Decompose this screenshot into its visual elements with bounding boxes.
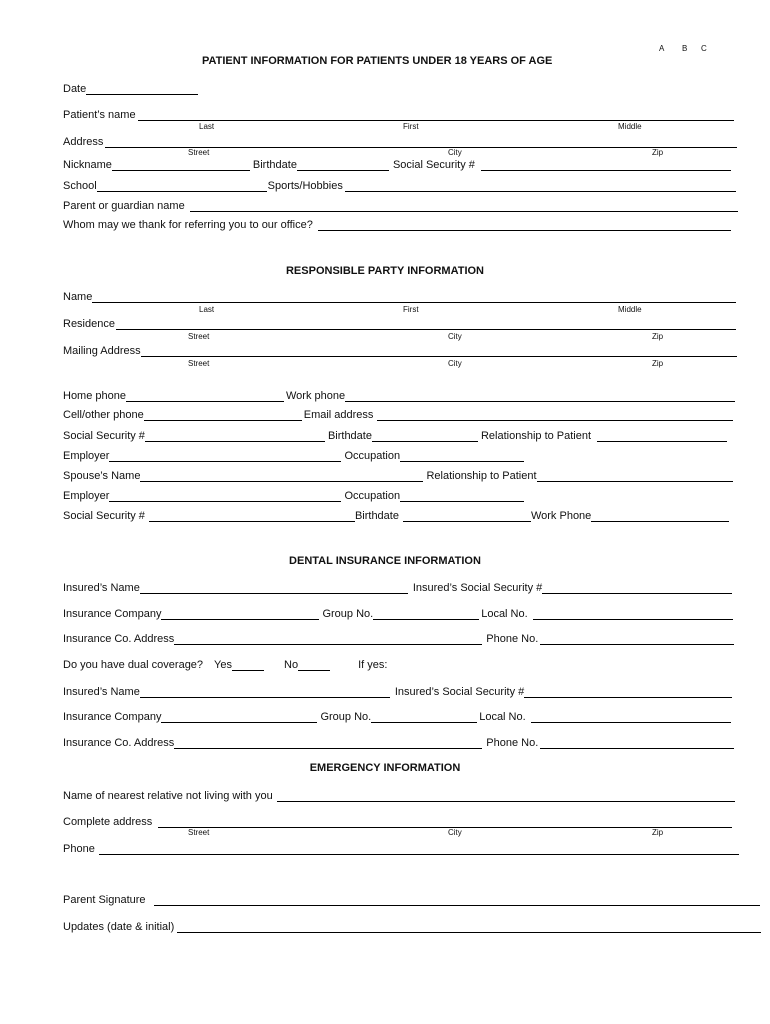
- emergency-caption-zip: Zip: [652, 828, 664, 837]
- residence-caption-zip: Zip: [652, 332, 664, 341]
- cell-phone-field[interactable]: [144, 410, 302, 421]
- parent-signature-row: [63, 893, 762, 906]
- insurance-company-2-row: [63, 710, 733, 723]
- school-field[interactable]: [97, 181, 267, 192]
- insurance-company-2-field[interactable]: [161, 712, 317, 723]
- updates-field[interactable]: [177, 922, 761, 933]
- local-no-2-field[interactable]: [531, 712, 731, 723]
- phone-row: [63, 389, 737, 402]
- insurance-phone-2-label: Phone No.: [486, 737, 539, 749]
- referral-row: [63, 218, 733, 231]
- spouse-birthdate-label: Birthdate: [354, 510, 399, 522]
- dual-coverage-label: Do you have dual coverage?: [63, 659, 204, 671]
- school-label: School: [63, 180, 97, 192]
- mailing-caption-street: Street: [188, 359, 210, 368]
- patient-address-label: Address: [63, 136, 104, 148]
- spouse-ssn-field[interactable]: [149, 511, 355, 522]
- spouse-employer-field[interactable]: [109, 491, 341, 502]
- spouse-employer-label: Employer: [63, 490, 110, 502]
- complete-address-row: [63, 815, 734, 828]
- local-no-2-label: Local No.: [479, 711, 526, 723]
- guardian-field[interactable]: [190, 201, 738, 212]
- residence-row: [63, 317, 738, 330]
- parent-signature-field[interactable]: [154, 895, 760, 906]
- patient-ssn-field[interactable]: [481, 160, 731, 171]
- insurance-company-field[interactable]: [161, 609, 319, 620]
- insurance-address-2-row: [63, 736, 736, 749]
- patient-address-row: [63, 135, 739, 148]
- emergency-heading: EMERGENCY INFORMATION: [309, 762, 461, 774]
- responsible-name-label: Name: [63, 291, 93, 303]
- relationship-label: Relationship to Patient: [480, 430, 592, 442]
- spouse-birthdate-field[interactable]: [403, 511, 531, 522]
- guardian-row: [63, 199, 740, 212]
- insurance-company-label: Insurance Company: [63, 608, 162, 620]
- if-yes-label: If yes:: [358, 659, 388, 671]
- spouse-relationship-field[interactable]: [537, 471, 733, 482]
- insurance-address-2-label: Insurance Co. Address: [63, 737, 175, 749]
- emergency-caption-city: City: [448, 828, 462, 837]
- responsible-ssn-row: [63, 429, 729, 442]
- column-mark-b: B: [682, 44, 688, 53]
- nickname-field[interactable]: [112, 160, 250, 171]
- residence-label: Residence: [63, 318, 115, 330]
- patient-name-label: Patient’s name: [63, 109, 136, 121]
- insurance-phone-label: Phone No.: [486, 633, 539, 645]
- responsible-birthdate-field[interactable]: [372, 431, 478, 442]
- residence-caption-city: City: [448, 332, 462, 341]
- local-no-field[interactable]: [533, 609, 733, 620]
- emergency-phone-label: Phone: [63, 843, 95, 855]
- spouse-employer-row: [63, 489, 526, 502]
- patient-name-row: [63, 108, 736, 121]
- sports-label: Sports/Hobbies: [267, 180, 343, 192]
- insurance-address-row: [63, 632, 736, 645]
- residence-field[interactable]: [116, 319, 736, 330]
- employer-label: Employer: [63, 450, 110, 462]
- dual-yes-field[interactable]: [232, 660, 264, 671]
- mailing-caption-zip: Zip: [652, 359, 664, 368]
- sports-field[interactable]: [345, 181, 736, 192]
- relative-field[interactable]: [277, 791, 735, 802]
- spouse-name-label: Spouse’s Name: [63, 470, 141, 482]
- date-field[interactable]: [86, 84, 198, 95]
- updates-label: Updates (date & initial): [63, 921, 175, 933]
- relative-label: Name of nearest relative not living with you: [63, 790, 273, 802]
- mailing-address-row: [63, 344, 739, 357]
- nickname-row: [63, 158, 733, 171]
- group-no-2-label: Group No.: [320, 711, 372, 723]
- spouse-occupation-field[interactable]: [400, 491, 524, 502]
- responsible-birthdate-label: Birthdate: [327, 430, 372, 442]
- responsible-ssn-field[interactable]: [145, 431, 325, 442]
- patient-address-caption-street: Street: [188, 148, 210, 157]
- column-mark-c: C: [701, 44, 707, 53]
- responsible-name-caption-middle: Middle: [618, 305, 642, 314]
- patient-address-field[interactable]: [105, 137, 737, 148]
- responsible-name-caption-last: Last: [199, 305, 215, 314]
- patient-address-caption-city: City: [448, 148, 462, 157]
- spouse-occupation-label: Occupation: [344, 490, 401, 502]
- occupation-label: Occupation: [344, 450, 401, 462]
- group-no-2-field[interactable]: [371, 712, 477, 723]
- insurance-phone-field[interactable]: [540, 634, 734, 645]
- patient-birthdate-label: Birthdate: [252, 159, 297, 171]
- patient-ssn-label: Social Security #: [392, 159, 475, 171]
- column-mark-a: A: [659, 44, 665, 53]
- school-row: [63, 179, 738, 192]
- mailing-address-field[interactable]: [141, 346, 737, 357]
- updates-row: [63, 920, 763, 933]
- spouse-ssn-label: Social Security #: [63, 510, 145, 522]
- complete-address-field[interactable]: [158, 817, 732, 828]
- cell-email-row: [63, 408, 735, 421]
- mailing-caption-city: City: [448, 359, 462, 368]
- spouse-name-row: [63, 469, 735, 482]
- dual-no-field[interactable]: [298, 660, 330, 671]
- relationship-field[interactable]: [597, 431, 727, 442]
- insured-name-2-field[interactable]: [140, 687, 390, 698]
- patient-name-field[interactable]: [138, 110, 734, 121]
- spouse-work-phone-label: Work Phone: [530, 510, 592, 522]
- emergency-phone-field[interactable]: [99, 844, 739, 855]
- patient-birthdate-field[interactable]: [297, 160, 389, 171]
- insured-ssn-field[interactable]: [542, 583, 732, 594]
- date-row: [63, 82, 200, 95]
- insured-name-2-label: Insured’s Name: [63, 686, 140, 698]
- responsible-name-caption-first: First: [403, 305, 419, 314]
- work-phone-label: Work phone: [286, 390, 346, 402]
- insured-ssn-label: Insured’s Social Security #: [412, 582, 543, 594]
- responsible-name-row: [63, 290, 738, 303]
- employer-field[interactable]: [109, 451, 341, 462]
- spouse-name-field[interactable]: [140, 471, 423, 482]
- occupation-field[interactable]: [400, 451, 524, 462]
- patient-name-caption-middle: Middle: [618, 122, 642, 131]
- dual-coverage-row: [63, 658, 387, 671]
- complete-address-label: Complete address: [63, 816, 153, 828]
- insurance-company-row: [63, 607, 735, 620]
- insured-ssn-2-label: Insured’s Social Security #: [394, 686, 525, 698]
- referral-label: Whom may we thank for referring you to our office?: [63, 219, 313, 231]
- guardian-label: Parent or guardian name: [63, 200, 185, 212]
- referral-field[interactable]: [318, 220, 731, 231]
- group-no-field[interactable]: [373, 609, 479, 620]
- insured-name-field[interactable]: [140, 583, 408, 594]
- insured-name-2-row: [63, 685, 734, 698]
- patient-name-caption-last: Last: [199, 122, 215, 131]
- date-label: Date: [63, 83, 87, 95]
- dual-no-label: No: [284, 659, 299, 671]
- responsible-name-field[interactable]: [92, 292, 736, 303]
- insured-name-label: Insured’s Name: [63, 582, 140, 594]
- relative-row: [63, 789, 737, 802]
- group-no-label: Group No.: [322, 608, 374, 620]
- patient-address-caption-zip: Zip: [652, 148, 664, 157]
- work-phone-field[interactable]: [345, 391, 735, 402]
- patient-name-caption-first: First: [403, 122, 419, 131]
- residence-caption-street: Street: [188, 332, 210, 341]
- insurance-address-field[interactable]: [174, 634, 482, 645]
- responsible-ssn-label: Social Security #: [63, 430, 145, 442]
- spouse-ssn-row: [63, 509, 731, 522]
- responsible-party-heading: RESPONSIBLE PARTY INFORMATION: [285, 265, 484, 277]
- insured-ssn-2-field[interactable]: [524, 687, 732, 698]
- emergency-phone-row: [63, 842, 741, 855]
- spouse-relationship-label: Relationship to Patient: [426, 470, 537, 482]
- home-phone-field[interactable]: [126, 391, 284, 402]
- email-field[interactable]: [377, 410, 733, 421]
- insured-name-row: [63, 581, 734, 594]
- employer-row: [63, 449, 526, 462]
- cell-phone-label: Cell/other phone: [63, 409, 144, 421]
- mailing-address-label: Mailing Address: [63, 345, 141, 357]
- email-label: Email address: [303, 409, 374, 421]
- page-title: PATIENT INFORMATION FOR PATIENTS UNDER 18 YEARS OF AGE: [202, 55, 553, 67]
- local-no-label: Local No.: [481, 608, 528, 620]
- insurance-phone-2-field[interactable]: [540, 738, 734, 749]
- home-phone-label: Home phone: [63, 390, 126, 402]
- nickname-label: Nickname: [63, 159, 112, 171]
- insurance-address-label: Insurance Co. Address: [63, 633, 175, 645]
- spouse-work-phone-field[interactable]: [591, 511, 729, 522]
- dual-yes-label: Yes: [214, 659, 232, 671]
- parent-signature-label: Parent Signature: [63, 894, 146, 906]
- insurance-address-2-field[interactable]: [174, 738, 482, 749]
- dental-insurance-heading: DENTAL INSURANCE INFORMATION: [289, 555, 481, 567]
- emergency-caption-street: Street: [188, 828, 210, 837]
- insurance-company-2-label: Insurance Company: [63, 711, 162, 723]
